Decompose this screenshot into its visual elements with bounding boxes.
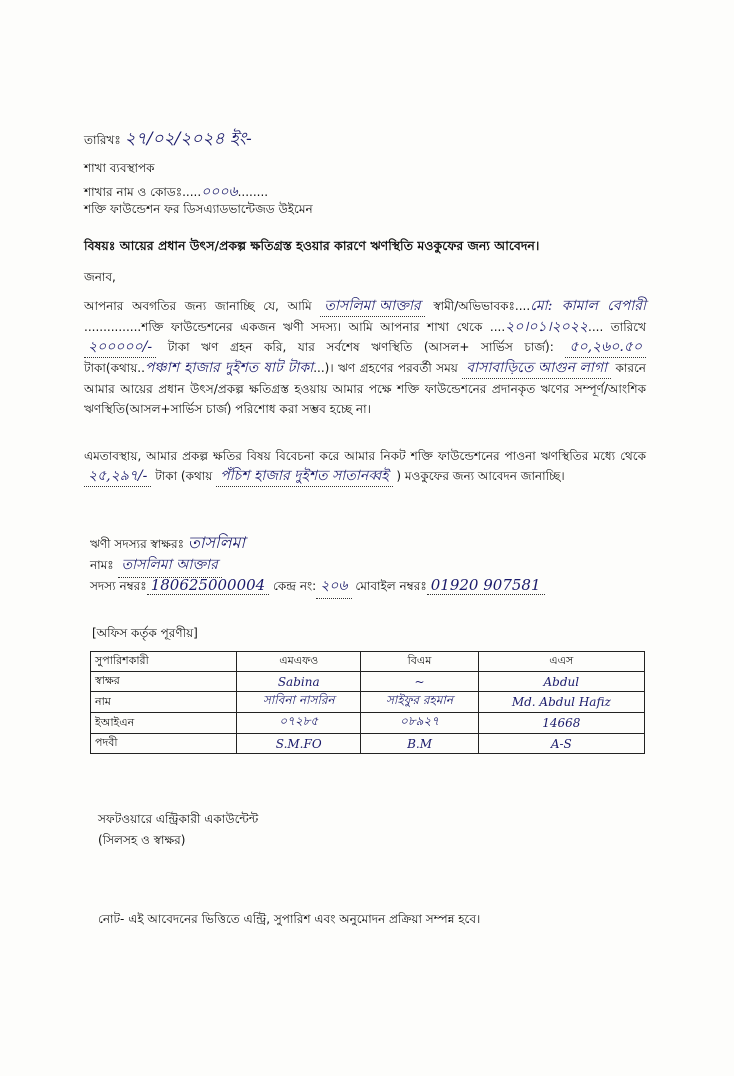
member-name: তাসলিমা আক্তার — [118, 553, 222, 578]
office-row-label: পদবী — [91, 734, 237, 754]
software-entry-line: সফটওয়ারে এন্ট্রিকারী একাউন্টেন্ট — [98, 812, 259, 826]
member-no-label: সদস্য নম্বরঃ — [90, 579, 147, 593]
office-row-label: স্বাক্ষর — [91, 672, 237, 692]
member-no: 180625000004 — [147, 576, 270, 595]
footer-note: নোট- এই আবেদনের ভিত্তিতে এন্ট্রি, সুপারিশ এবং অনুমোদন প্রক্রিয়া সম্পন্ন হবে। — [98, 912, 481, 926]
center-no: ২০৬ — [316, 574, 351, 599]
date-line — [84, 126, 252, 154]
para1-text-6: টাকা(কথায়.. — [84, 361, 145, 375]
mobile-label: মোবাইল নম্বরঃ — [355, 579, 427, 593]
paragraph-1 — [84, 296, 646, 419]
as-designation: A-S — [478, 734, 644, 754]
office-header-cell: এমএফও — [237, 652, 361, 672]
software-entry-seal: (সিলসহ ও স্বাক্ষর) — [98, 833, 186, 847]
office-row-label: নাম — [91, 692, 237, 713]
date-value: ২৭/০২/২০২৪ ইং- — [124, 129, 252, 149]
manager-line: শাখা ব্যবস্থাপক — [84, 161, 155, 175]
bm-ein: ০৮৯২৭ — [361, 713, 478, 734]
para1-text-7: ...)। ঋণ গ্রহণের পরবর্তী সময় — [313, 361, 458, 375]
para1-text-2: স্বামী/অভিভাবকঃ.... — [433, 299, 531, 313]
para2-text-1: এমতাবস্থায়, আমার প্রকল্প ক্ষতির বিষয় বিবেচনা করে আমার নিকট শক্তি ফাউন্ডেশনের পাওনা ঋণস্থিতির মধ্যে থেকে — [84, 449, 646, 463]
guardian-name: মো: কামাল বেপারী — [530, 298, 646, 314]
office-header-cell: সুপারিশকারী — [91, 652, 237, 672]
salutation: জনাব, — [84, 270, 116, 284]
loan-amount: ২০০০০০/- — [84, 337, 156, 358]
mfo-signature: Sabina — [237, 672, 361, 692]
as-signature: Abdul — [478, 672, 644, 692]
waive-amount-words: পঁচিশ হাজার দুইশত সাতানব্বই — [216, 466, 392, 487]
office-table — [90, 651, 645, 754]
paragraph-2 — [84, 446, 646, 487]
bm-name: সাইফুর রহমান — [361, 692, 478, 713]
para2-text-3: ) মওকুফের জন্য আবেদন জানাচ্ছি। — [396, 469, 565, 483]
office-row-signature — [91, 672, 645, 692]
office-header-row — [91, 652, 645, 672]
mobile-no: 01920 907581 — [427, 576, 545, 595]
member-sign-label: ঋণী সদস্যর স্বাক্ষরঃ — [90, 537, 184, 551]
subject-line: বিষয়ঃ আয়ের প্রধান উৎস/প্রকল্প ক্ষতিগ্রস্ত হওয়ার কারণে ঋণস্থিতি মওকুফের জন্য আবেদন। — [84, 238, 540, 253]
branch-value: ০০০৬ — [201, 184, 238, 200]
mfo-name: সাবিনা নাসরিন — [237, 692, 361, 713]
damage-reason: বাসাবাড়িতে আগুন লাগা — [462, 358, 611, 379]
date-label: তারিখঃ — [84, 133, 121, 147]
para1-text-4: .... তারিখে — [588, 320, 646, 334]
para1-text-3: ...............শক্তি ফাউন্ডেশনের একজন ঋণী সদস্য। আমি আপনার শাখা থেকে .... — [84, 320, 506, 334]
branch-trail: ........ — [237, 185, 269, 199]
mfo-ein: ০৭২৮৫ — [237, 713, 361, 734]
member-numbers-line — [90, 574, 545, 599]
org-line: শক্তি ফাউন্ডেশন ফর ডিসএ্যাডভান্টেজড উইমেন — [84, 202, 313, 216]
mfo-designation: S.M.FO — [237, 734, 361, 754]
as-ein: 14668 — [478, 713, 644, 734]
loan-date: ২০।০১।২০২২ — [505, 319, 588, 335]
para1-text-5: টাকা ঋণ গ্রহন করি, যার সর্বশেষ ঋণস্থিতি (আসল+ সার্ভিস চার্জ): — [167, 340, 554, 354]
center-label: কেন্দ্র নং: — [273, 579, 317, 593]
office-heading: [অফিস কর্তৃক পূরণীয়] — [92, 626, 198, 640]
member-name-label: নামঃ — [90, 558, 114, 572]
para1-text-8: কারনে আমার আয়ের প্রধান উৎস/প্রকল্প ক্ষতিগ্রস্ত হওয়ায় আমার পক্ষে শক্তি ফাউন্ডেশনের প্রদানকৃত ঋণের সম্পূর্ণ/আংশিক ঋণস্থিতি(আসল+সার্ভিস চার্জ) পরিশোধ করা সম্ভব হচ্ছে না। — [84, 361, 646, 416]
para1-text-1: আপনার অবগতির জন্য জানাচ্ছি যে, আমি — [84, 299, 312, 313]
office-header-cell: বিএম — [361, 652, 478, 672]
balance-in-words: পঞ্চাশ হাজার দুইশত ষাট টাকা — [144, 360, 314, 376]
office-row-label: ইআইএন — [91, 713, 237, 734]
office-row-ein — [91, 713, 645, 734]
bm-designation: B.M — [361, 734, 478, 754]
office-row-designation — [91, 734, 645, 754]
applicant-name: তাসলিমা আক্তার — [320, 296, 424, 317]
waive-amount: ২৫,২৯৭/- — [84, 466, 151, 487]
para2-text-2: টাকা (কথায় — [155, 469, 213, 483]
bm-signature: ~ — [361, 672, 478, 692]
office-row-name — [91, 692, 645, 713]
loan-balance: ৫০,২৬০.৫০ — [565, 337, 646, 358]
as-name: Md. Abdul Hafiz — [478, 692, 644, 713]
branch-label: শাখার নাম ও কোডঃ..... — [84, 185, 202, 199]
member-signature: তাসলিমা — [187, 533, 246, 552]
office-header-cell: এএস — [478, 652, 644, 672]
